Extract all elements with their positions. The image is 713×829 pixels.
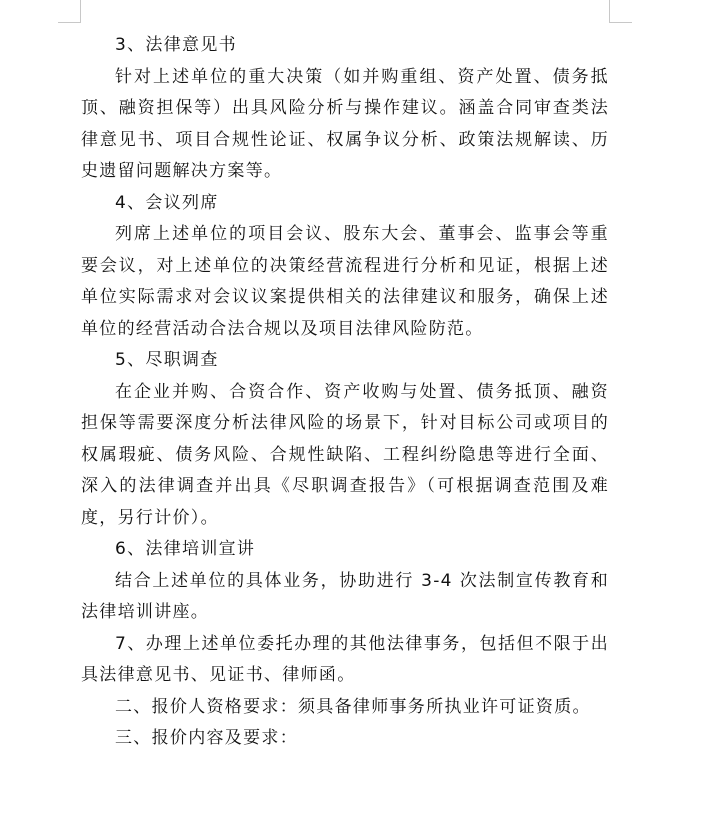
section-qualification-requirements: 二、报价人资格要求：须具备律师事务所执业许可证资质。 xyxy=(115,696,591,717)
section-heading-3: 3、法律意见书 xyxy=(115,35,237,55)
page-corner-mark-right xyxy=(609,0,632,23)
paragraph-legal-opinion: 针对上述单位的重大决策（如并购重组、资产处置、债务抵顶、融资担保等）出具风险分析与操作建议。涵盖合同审查类法律意见书、项目合规性论证、权属争议分析、政策法规解读、历史遗留问题解决方案等。 xyxy=(81,66,609,181)
paragraph-other-affairs: 7、办理上述单位委托办理的其他法律事务，包括但不限于出具法律意见书、见证书、律师函。 xyxy=(81,633,609,685)
paragraph-due-diligence: 在企业并购、合资合作、资产收购与处置、债务抵顶、融资担保等需要深度分析法律风险的场景下，针对目标公司或项目的权属瑕疵、债务风险、合规性缺陷、工程纠纷隐患等进行全面、深入的法律调查并出具《尽职调查报告》（可根据调查范围及难度，另行计价）。 xyxy=(81,381,609,528)
paragraph-legal-training: 结合上述单位的具体业务，协助进行 3-4 次法制宣传教育和法律培训讲座。 xyxy=(81,570,609,622)
paragraph-meeting-attendance: 列席上述单位的项目会议、股东大会、董事会、监事会等重要会议，对上述单位的决策经营流程进行分析和见证，根据上述单位实际需求对会议议案提供相关的法律建议和服务，确保上述单位的经营活动合法合规以及项目法律风险防范。 xyxy=(81,224,609,339)
document-body xyxy=(81,30,609,755)
page-corner-mark-left xyxy=(58,0,81,23)
section-heading-6: 6、法律培训宣讲 xyxy=(115,539,256,559)
section-quote-content: 三、报价内容及要求： xyxy=(115,728,298,748)
section-heading-5: 5、尽职调查 xyxy=(115,350,219,370)
section-heading-4: 4、会议列席 xyxy=(115,192,219,213)
